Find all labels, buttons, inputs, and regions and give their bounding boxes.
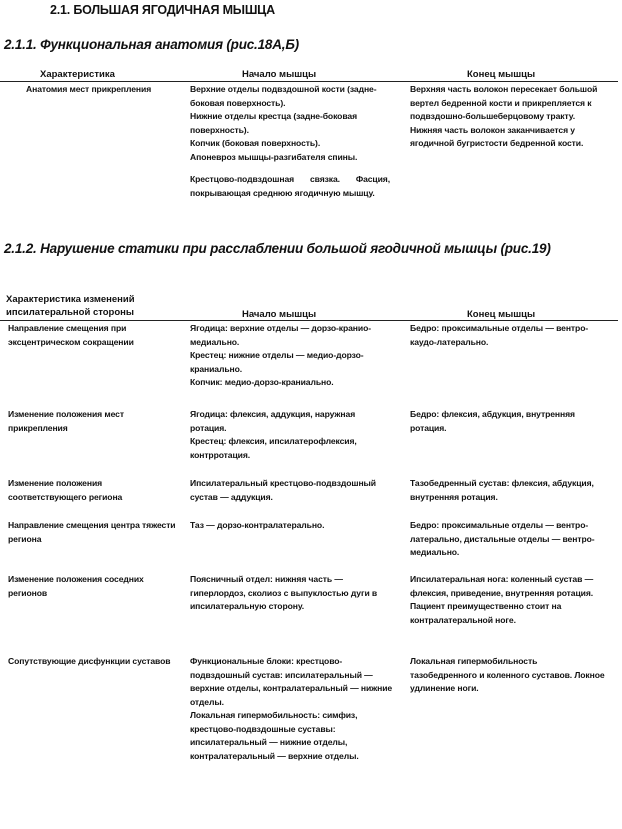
start-item: Апоневроз мышцы-разгибателя спины.	[190, 151, 358, 162]
table2-row-end	[410, 408, 606, 435]
table2-row-start	[190, 655, 395, 763]
start-item: Ягодица: флексия, аддукция, наружная ротация.	[190, 409, 356, 433]
table2-row-label: Изменение положения мест прикрепления	[8, 409, 124, 433]
table2-row-end	[410, 655, 606, 696]
end-item: Локальная гипермобильность тазобедренного и коленного суставов. Локное удлинение ноги.	[410, 656, 605, 693]
start-item: Ипсилатеральный крестцово-подвздошный сустав — аддукция.	[190, 478, 376, 502]
end-item: Бедро: проксимальные отделы — вентро-латерально, дистальные отделы — вентро-медиально.	[410, 520, 595, 557]
table2-row-start	[190, 477, 390, 504]
table2-row-end	[410, 322, 606, 349]
table1-header-rule	[0, 81, 618, 82]
start-item: Верхние отделы подвздошной кости (задне-боковая поверхность).	[190, 84, 377, 108]
start-item: Функциональные блоки: крестцово-подвздошный сустав: ипсилатеральный — верхние отделы, контралатеральный — нижние отделы.	[190, 656, 393, 707]
table1-header-characteristic: Характеристика	[40, 69, 115, 80]
end-item: Бедро: проксимальные отделы — вентро-каудо-латерально.	[410, 323, 589, 347]
table1-row-end	[410, 83, 606, 151]
end-item: Бедро: флексия, абдукция, внутренняя ротация.	[410, 409, 575, 433]
end-item: Верхняя часть волокон пересекает большой вертел бедренной кости и прикрепляется к подвздошно-большеберцовому тракту.	[410, 84, 598, 121]
table2-row-start	[190, 573, 390, 614]
table2-row-end	[410, 573, 606, 627]
table2-header-rule	[0, 320, 618, 321]
table1-row-start	[190, 83, 390, 200]
table2-row-start	[190, 519, 400, 533]
start-item: Нижние отделы крестца (задне-боковая поверхность).	[190, 111, 357, 135]
end-item: Нижняя часть волокон заканчивается у ягодичной бугристости бедренной кости.	[410, 124, 584, 148]
table2-header-end: Конец мышцы	[467, 309, 536, 320]
start-item: Копчик: медио-дорзо-краниально.	[190, 377, 334, 387]
start-item: Локальная гипермобильность: симфиз, крестцово-подвздошные суставы: ипсилатеральный — нижние отделы, контралатеральный — верхние отделы.	[190, 710, 359, 761]
subsection-title-anatomy: 2.1.1. Функциональная анатомия (рис.18А,Б)	[4, 37, 299, 52]
start-item: Крестцово-подвздошная связка. Фасция, покрывающая среднюю ягодичную мышцу.	[190, 174, 390, 198]
table2-row-label: Изменение положения соответствующего региона	[8, 478, 123, 502]
table2-row-label: Направление смещения при эксцентрическом сокращении	[8, 323, 134, 347]
table1-row-label: Анатомия мест прикрепления	[26, 84, 152, 94]
table2-row-end	[410, 477, 606, 504]
start-item: Ягодица: верхние отделы — дорзо-кранио-медиально.	[190, 323, 371, 347]
end-item: Тазобедренный сустав: флексия, абдукция, внутренняя ротация.	[410, 478, 594, 502]
end-item: Ипсилатеральная нога: коленный сустав — флексия, приведение, внутренняя ротация. Пациент преимущественно стоит на контралатеральной ноге.	[410, 574, 594, 625]
table2-row-end	[410, 519, 606, 560]
table1-header-end: Конец мышцы	[467, 69, 536, 80]
start-item: Крестец: нижние отделы — медио-дорзо-краниально.	[190, 350, 364, 374]
table2-row-label: Изменение положения соседних регионов	[8, 574, 144, 598]
start-item: Таз — дорзо-контралатерально.	[190, 520, 325, 530]
table2-row-start	[190, 408, 390, 462]
table1-header-start: Начало мышцы	[242, 69, 317, 80]
table2-header-characteristic: Характеристика изменений ипсилатеральной стороны	[6, 294, 135, 318]
table2-row-start	[190, 322, 390, 390]
table2-row-label: Сопутствующие дисфункции суставов	[8, 656, 171, 666]
table2-header-start: Начало мышцы	[242, 309, 317, 320]
start-item: Копчик (боковая поверхность).	[190, 138, 321, 148]
start-item: Поясничный отдел: нижняя часть — гиперлордоз, сколиоз с выпуклостью дуги в ипсилатеральную сторону.	[190, 574, 378, 611]
table2-row-label: Направление смещения центра тяжести региона	[8, 520, 176, 544]
section-title: 2.1. БОЛЬШАЯ ЯГОДИЧНАЯ МЫШЦА	[50, 3, 275, 17]
subsection-title-statics: 2.1.2. Нарушение статики при расслаблении большой ягодичной мышцы (рис.19)	[4, 241, 551, 256]
start-item: Крестец: флексия, ипсилатерофлексия, контрротация.	[190, 436, 357, 460]
